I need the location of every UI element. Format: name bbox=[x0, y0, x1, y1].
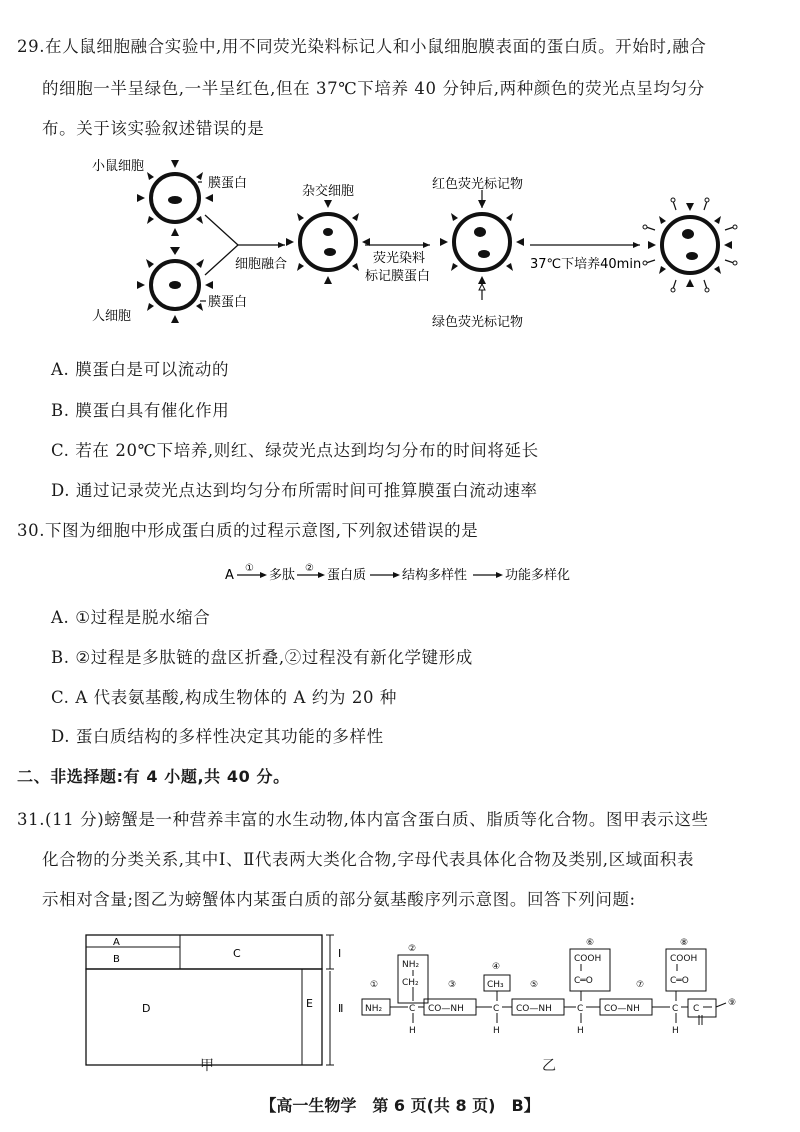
marker-2: ② bbox=[408, 944, 417, 954]
peptide-bond-2: CO—NH bbox=[516, 1004, 552, 1014]
q29-stem-line2: 的细胞一半呈绿色,一半呈红色,但在 37℃下培养 40 分钟后,两种颜色的荧光点呈均匀分 bbox=[42, 79, 705, 98]
protein-formation-flow bbox=[225, 562, 605, 586]
region-c: C bbox=[233, 947, 241, 960]
fusion-label: 细胞融合 bbox=[235, 257, 288, 272]
q31-stem-line1: 31.(11 分)螃蟹是一种营养丰富的水生动物,体内富含蛋白质、脂质等化合物。图甲表示这些 bbox=[17, 810, 709, 829]
q29-option-a: A. 膜蛋白是可以流动的 bbox=[51, 360, 230, 379]
figure-jia-caption: 甲 bbox=[200, 1058, 215, 1074]
region-b: B bbox=[113, 954, 120, 965]
q30-option-d: D. 蛋白质结构的多样性决定其功能的多样性 bbox=[51, 727, 384, 746]
figure-yi-caption: 乙 bbox=[542, 1058, 557, 1074]
flow-polypeptide: 多肽 bbox=[269, 568, 296, 583]
side-ch2: CH₂ bbox=[402, 978, 419, 988]
flow-step1: ① bbox=[245, 563, 254, 574]
q29-option-c: C. 若在 20℃下培养,则红、绿荧光点达到均匀分布的时间将延长 bbox=[51, 441, 539, 460]
side-carbonyl-2: C═O bbox=[670, 976, 689, 986]
q30-stem: 30.下图为细胞中形成蛋白质的过程示意图,下列叙述错误的是 bbox=[17, 521, 479, 540]
hybrid-cell-label: 杂交细胞 bbox=[302, 184, 355, 199]
alpha-carbon-2: C bbox=[493, 1004, 500, 1014]
q31-stem-line2: 化合物的分类关系,其中Ⅰ、Ⅱ代表两大类化合物,字母代表具体化合物及类别,区域面积表 bbox=[42, 850, 695, 869]
q30-option-a: A. ①过程是脱水缩合 bbox=[51, 608, 211, 627]
side-cooh-1: COOH bbox=[574, 954, 602, 964]
human-cell-icon bbox=[137, 247, 213, 323]
alpha-carbon-3: C bbox=[577, 1004, 584, 1014]
human-cell-label: 人细胞 bbox=[92, 309, 132, 324]
marker-7: ⑦ bbox=[636, 980, 645, 990]
green-marker-label: 绿色荧光标记物 bbox=[432, 315, 524, 330]
side-nh2: NH₂ bbox=[402, 960, 420, 970]
mouse-cell-icon bbox=[137, 160, 213, 236]
flow-a: A bbox=[225, 568, 234, 583]
mouse-cell-label: 小鼠细胞 bbox=[92, 159, 145, 174]
q31-stem-line3: 示相对含量;图乙为螃蟹体内某蛋白质的部分氨基酸序列示意图。回答下列问题: bbox=[42, 890, 636, 909]
dye-label-line1: 荧光染料 bbox=[373, 251, 426, 266]
side-cooh-2: COOH bbox=[670, 954, 698, 964]
region-a: A bbox=[113, 937, 120, 948]
flow-structure: 结构多样性 bbox=[402, 568, 468, 583]
membrane-protein-label-bottom: 膜蛋白 bbox=[208, 295, 248, 310]
q29-stem-line1: 29.在人鼠细胞融合实验中,用不同荧光染料标记人和小鼠细胞膜表面的蛋白质。开始时,融合 bbox=[17, 37, 707, 56]
q30-option-b: B. ②过程是多肽链的盘区折叠,②过程没有新化学键形成 bbox=[51, 648, 473, 667]
culture-label: 37℃下培养40min bbox=[530, 257, 642, 272]
amino-acid-sequence-figure bbox=[360, 925, 750, 1045]
marker-8: ⑧ bbox=[680, 938, 689, 948]
membrane-protein-label-top: 膜蛋白 bbox=[208, 176, 248, 191]
region-e: E bbox=[306, 997, 313, 1010]
page-footer: 【高一生物学 第 6 页(共 8 页) B】 bbox=[260, 1096, 540, 1115]
amino-terminal: NH₂ bbox=[365, 1004, 383, 1014]
q29-option-d: D. 通过记录荧光点达到均匀分布所需时间可推算膜蛋白流动速率 bbox=[51, 481, 538, 500]
hydrogen-2: H bbox=[493, 1026, 500, 1036]
dye-label-line2: 标记膜蛋白 bbox=[365, 269, 431, 284]
alpha-carbon-1: C bbox=[409, 1004, 416, 1014]
class-i-label: Ⅰ bbox=[338, 947, 342, 960]
marker-4: ④ bbox=[492, 962, 501, 972]
final-cell-icon bbox=[643, 198, 737, 292]
class-ii-label: Ⅱ bbox=[338, 1002, 344, 1015]
labeled-cell-icon bbox=[440, 190, 524, 300]
cell-fusion-diagram bbox=[80, 150, 760, 340]
hydrogen-1: H bbox=[409, 1026, 416, 1036]
marker-6: ⑥ bbox=[586, 938, 595, 948]
q30-option-c: C. A 代表氨基酸,构成生物体的 A 约为 20 种 bbox=[51, 688, 398, 707]
flow-protein: 蛋白质 bbox=[327, 568, 367, 583]
alpha-carbon-4: C bbox=[672, 1004, 679, 1014]
marker-9: ⑨ bbox=[728, 998, 737, 1008]
flow-function: 功能多样化 bbox=[505, 568, 571, 583]
hybrid-cell-icon bbox=[286, 200, 370, 284]
carboxyl-carbon: C bbox=[693, 1004, 700, 1014]
marker-1: ① bbox=[370, 980, 379, 990]
section-2-heading: 二、非选择题:有 4 小题,共 40 分。 bbox=[17, 767, 290, 786]
marker-5: ⑤ bbox=[530, 980, 539, 990]
compound-classification-figure bbox=[80, 925, 370, 1075]
peptide-bond-3: CO—NH bbox=[604, 1004, 640, 1014]
side-ch3: CH₃ bbox=[487, 980, 504, 990]
region-d: D bbox=[142, 1002, 151, 1015]
peptide-bond-1: CO—NH bbox=[428, 1004, 464, 1014]
marker-3: ③ bbox=[448, 980, 457, 990]
hydrogen-4: H bbox=[672, 1026, 679, 1036]
side-carbonyl-1: C═O bbox=[574, 976, 593, 986]
hydrogen-3: H bbox=[577, 1026, 584, 1036]
flow-step2: ② bbox=[305, 563, 314, 574]
q29-stem-line3: 布。关于该实验叙述错误的是 bbox=[42, 119, 265, 138]
q29-option-b: B. 膜蛋白具有催化作用 bbox=[51, 401, 230, 420]
red-marker-label: 红色荧光标记物 bbox=[432, 177, 524, 192]
